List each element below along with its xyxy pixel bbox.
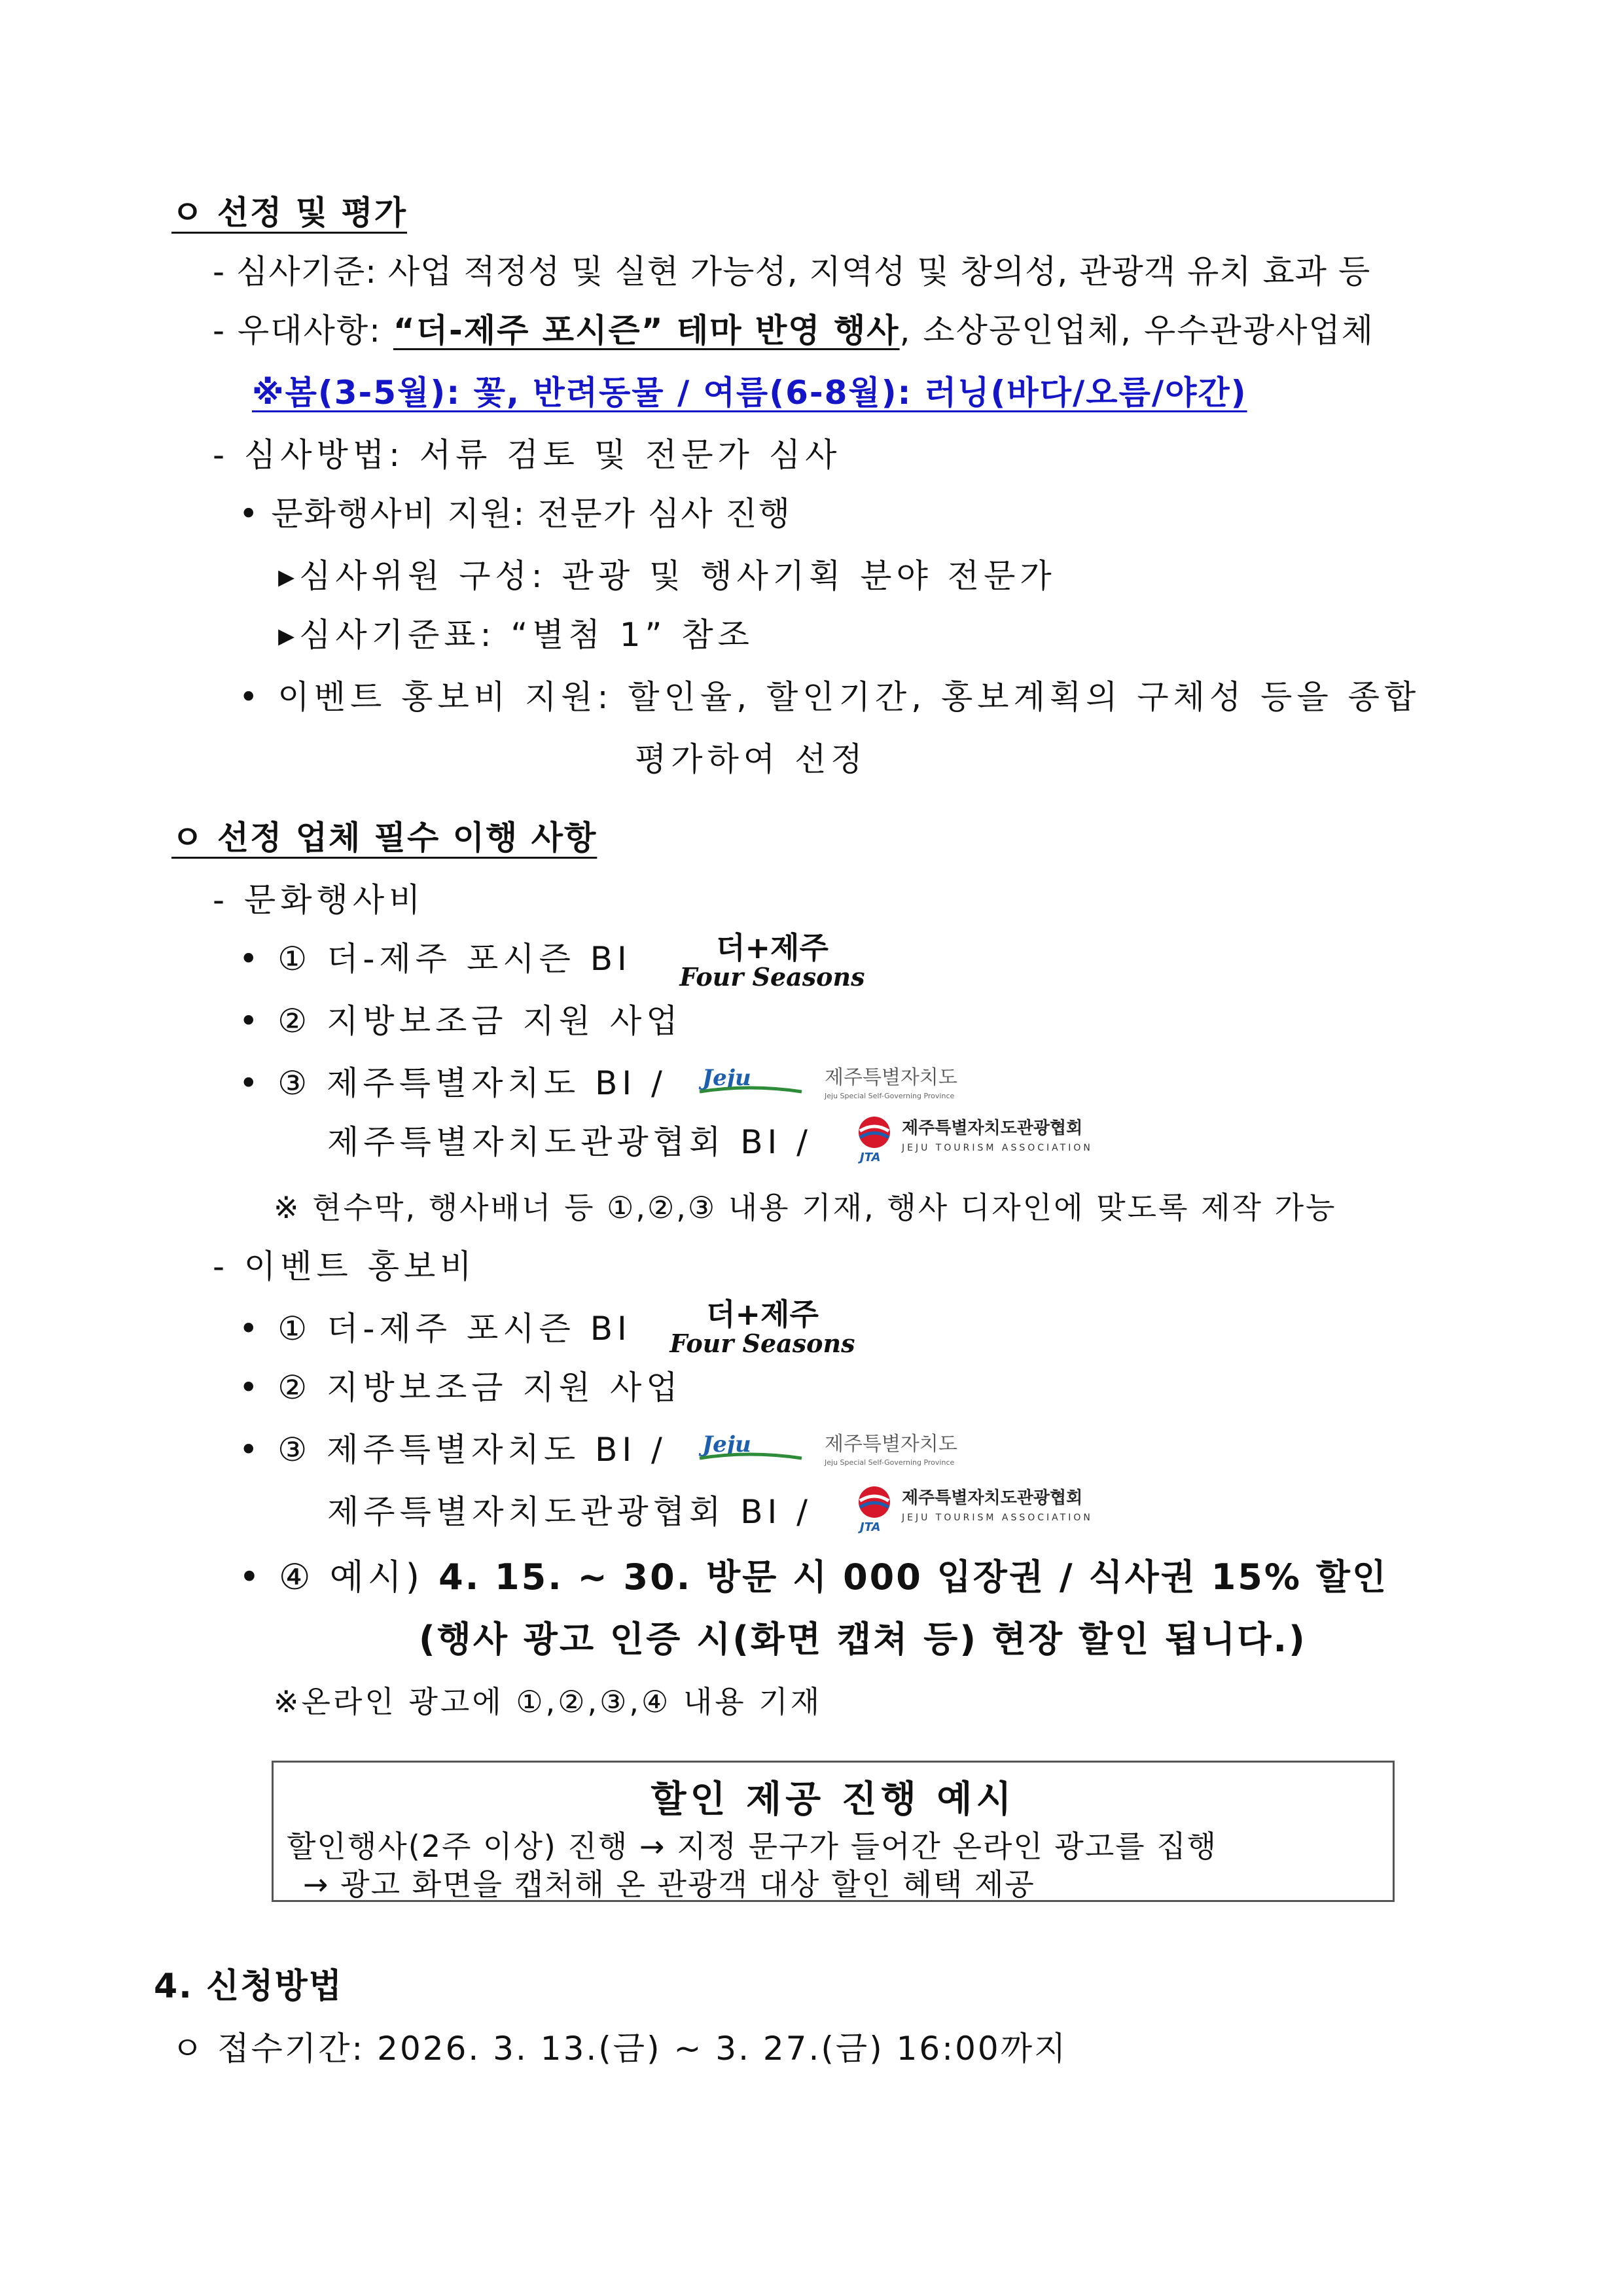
svg-text:Jeju: Jeju <box>702 1065 751 1091</box>
example-prefix: • ④ 예시) <box>239 1556 439 1598</box>
culture-item-3: • ③ 제주특별자치도 BI / <box>239 1064 667 1102</box>
svg-text:제주특별자치도: 제주특별자치도 <box>825 1066 957 1089</box>
jeju-fourseasons-logo <box>674 929 870 992</box>
culture-fee-heading: - 문화행사비 <box>213 881 425 919</box>
example-line <box>239 1554 1388 1600</box>
svg-text:Jeju Special Self-Governing Pr: Jeju Special Self-Governing Province <box>825 1092 955 1100</box>
preference-highlight: “더-제주 포시즌” 테마 반영 행사 <box>393 312 900 350</box>
criteria-table-ref: ▸심사기준표: “별첨 1” 참조 <box>278 616 754 654</box>
banner-note: ※ 현수막, 행사배너 등 ①,②,③ 내용 기재, 행사 디자인에 맞도록 제작 가능 <box>274 1190 1337 1225</box>
box-line-2: → 광고 화면을 캡처해 온 관광객 대상 할인 혜택 제공 <box>303 1867 1035 1902</box>
online-ad-note: ※온라인 광고에 ①,②,③,④ 내용 기재 <box>274 1684 823 1719</box>
culture-item-2: • ② 지방보조금 지원 사업 <box>239 1002 683 1040</box>
svg-text:제주특별자치도관광협회: 제주특별자치도관광협회 <box>902 1119 1083 1138</box>
event-item-3-cont: 제주특별자치도관광협회 BI / <box>327 1493 812 1531</box>
svg-text:JTA: JTA <box>860 1520 881 1534</box>
jeju-fourseasons-logo-2 <box>664 1296 861 1358</box>
event-review-text-cont: 평가하여 선정 <box>635 740 867 778</box>
jta-logo <box>851 1113 1126 1165</box>
jeju-province-logo <box>697 1060 1011 1106</box>
event-review-text: • 이벤트 홍보비 지원: 할인율, 할인기간, 홍보계획의 구체성 등을 종합 <box>239 678 1421 716</box>
preference-prefix: - 우대사항: <box>213 312 393 350</box>
svg-text:더+제주: 더+제주 <box>706 1297 819 1332</box>
event-item-3: • ③ 제주특별자치도 BI / <box>239 1431 667 1469</box>
svg-text:JEJU TOURISM ASSOCIATION: JEJU TOURISM ASSOCIATION <box>902 1143 1093 1153</box>
svg-text:Jeju Special Self-Governing Pr: Jeju Special Self-Governing Province <box>825 1458 955 1467</box>
committee-text: ▸심사위원 구성: 관광 및 행사기획 분야 전문가 <box>278 557 1056 595</box>
culture-item-1: • ① 더-제주 포시즌 BI <box>239 940 632 978</box>
event-fee-heading: - 이벤트 홍보비 <box>213 1247 476 1285</box>
box-line-1: 할인행사(2주 이상) 진행 → 지정 문구가 들어간 온라인 광고를 집행 <box>287 1829 1218 1864</box>
svg-text:제주특별자치도: 제주특별자치도 <box>825 1433 957 1456</box>
box-title: 할인 제공 진행 예시 <box>651 1778 1016 1821</box>
event-item-1: • ① 더-제주 포시즌 BI <box>239 1310 632 1348</box>
section-heading-selection: ㅇ 선정 및 평가 <box>171 194 408 232</box>
svg-text:JTA: JTA <box>860 1151 881 1164</box>
svg-text:Jeju: Jeju <box>702 1431 751 1458</box>
preference-line <box>213 308 1374 353</box>
preference-rest: , 소상공인업체, 우수관광사업체 <box>899 312 1375 350</box>
svg-text:더+제주: 더+제주 <box>716 930 829 965</box>
event-item-2: • ② 지방보조금 지원 사업 <box>239 1369 683 1407</box>
culture-review-text: • 문화행사비 지원: 전문가 심사 진행 <box>239 495 792 533</box>
example-discount: 4. 15. ~ 30. 방문 시 000 입장권 / 식사권 15% 할인 <box>438 1556 1389 1598</box>
jeju-province-logo-2 <box>697 1427 1011 1473</box>
application-period: ㅇ 접수기간: 2026. 3. 13.(금) ~ 3. 27.(금) 16:00까지 <box>171 2030 1068 2068</box>
section-heading-obligations: ㅇ 선정 업체 필수 이행 사항 <box>171 819 597 857</box>
method-text: - 심사방법: 서류 검토 및 전문가 심사 <box>213 436 842 474</box>
svg-text:Four Seasons: Four Seasons <box>679 962 865 992</box>
svg-text:Four Seasons: Four Seasons <box>669 1329 855 1358</box>
svg-text:제주특별자치도관광협회: 제주특별자치도관광협회 <box>902 1488 1083 1508</box>
season-note: ※봄(3-5월): 꽃, 반려동물 / 여름(6-8월): 러닝(바다/오름/야간) <box>252 374 1247 412</box>
discount-example-box <box>272 1761 1395 1902</box>
section-heading-application: 4. 신청방법 <box>154 1967 343 2006</box>
criteria-text: - 심사기준: 사업 적정성 및 실현 가능성, 지역성 및 창의성, 관광객 유치 효과 등 <box>213 253 1371 291</box>
culture-item-3-cont: 제주특별자치도관광협회 BI / <box>327 1123 812 1161</box>
example-discount-cont: (행사 광고 인증 시(화면 캡쳐 등) 현장 할인 됩니다.) <box>419 1619 1307 1660</box>
jta-logo-2 <box>851 1482 1126 1535</box>
svg-text:JEJU TOURISM ASSOCIATION: JEJU TOURISM ASSOCIATION <box>902 1513 1093 1523</box>
